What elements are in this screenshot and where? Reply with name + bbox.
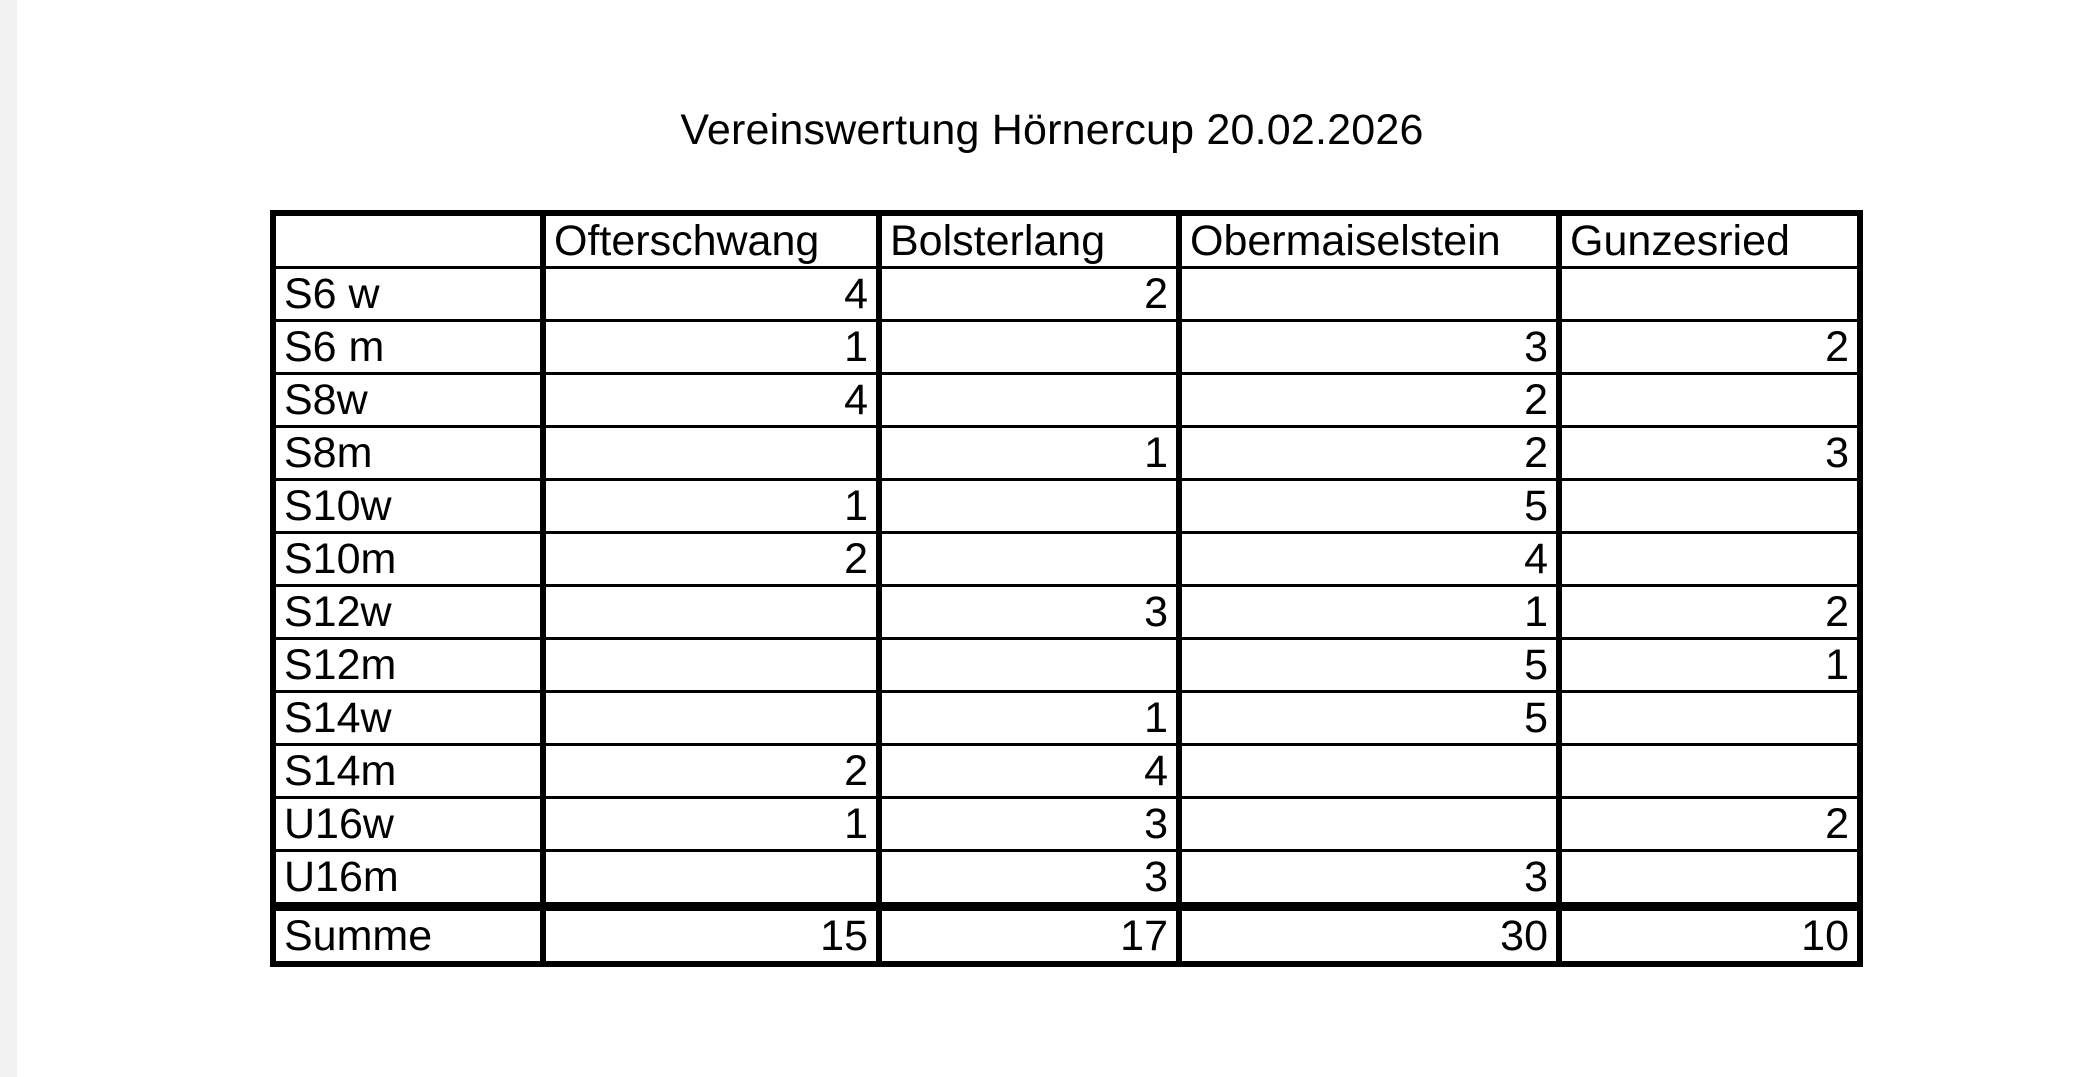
- row-label-cell: S12m: [273, 639, 543, 692]
- table-row: [273, 427, 1860, 480]
- table-row: [273, 745, 1860, 798]
- total-cell: 17: [879, 907, 1179, 965]
- score-cell: [879, 639, 1179, 692]
- score-cell: [1559, 268, 1860, 321]
- score-cell: 3: [1179, 851, 1559, 907]
- score-cell: 1: [543, 321, 879, 374]
- score-cell: 2: [1179, 374, 1559, 427]
- row-label-cell: S10m: [273, 533, 543, 586]
- score-cell: 5: [1179, 639, 1559, 692]
- score-cell: 4: [543, 374, 879, 427]
- score-cell: 1: [879, 427, 1179, 480]
- score-cell: [879, 374, 1179, 427]
- score-cell: [1559, 851, 1860, 907]
- score-cell: 1: [1559, 639, 1860, 692]
- table-row: [273, 692, 1860, 745]
- score-cell: 2: [1559, 798, 1860, 851]
- column-header-obermaiselstein: Obermaiselstein: [1179, 213, 1559, 268]
- score-cell: 1: [879, 692, 1179, 745]
- club-ranking-table: [270, 210, 1863, 967]
- score-cell: [543, 692, 879, 745]
- row-label-cell: S10w: [273, 480, 543, 533]
- score-cell: 1: [543, 480, 879, 533]
- column-header-bolsterlang: Bolsterlang: [879, 213, 1179, 268]
- score-cell: [1179, 268, 1559, 321]
- document-title: Vereinswertung Hörnercup 20.02.2026: [680, 106, 1424, 154]
- score-cell: 4: [879, 745, 1179, 798]
- score-cell: [879, 533, 1179, 586]
- table-row: [273, 480, 1860, 533]
- score-cell: 3: [1179, 321, 1559, 374]
- row-label-cell: U16m: [273, 851, 543, 907]
- score-cell: 2: [1559, 586, 1860, 639]
- score-cell: [1559, 692, 1860, 745]
- table-row: [273, 533, 1860, 586]
- table-row: [273, 321, 1860, 374]
- table-header-row: [273, 213, 1860, 268]
- score-cell: 3: [879, 586, 1179, 639]
- score-cell: 1: [1179, 586, 1559, 639]
- score-cell: [1559, 533, 1860, 586]
- score-cell: 5: [1179, 480, 1559, 533]
- total-row: [273, 907, 1860, 965]
- row-label-cell: U16w: [273, 798, 543, 851]
- row-label-cell: S12w: [273, 586, 543, 639]
- score-cell: 4: [1179, 533, 1559, 586]
- table-row: [273, 586, 1860, 639]
- table-row: [273, 639, 1860, 692]
- score-cell: 3: [879, 798, 1179, 851]
- table-row: [273, 374, 1860, 427]
- score-cell: [1179, 745, 1559, 798]
- total-cell: 10: [1559, 907, 1860, 965]
- score-cell: 1: [543, 798, 879, 851]
- score-cell: 2: [879, 268, 1179, 321]
- total-label-cell: Summe: [273, 907, 543, 965]
- row-label-cell: S8w: [273, 374, 543, 427]
- column-header-gunzesried: Gunzesried: [1559, 213, 1860, 268]
- row-label-cell: S14w: [273, 692, 543, 745]
- column-header-ofterschwang: Ofterschwang: [543, 213, 879, 268]
- score-cell: 3: [879, 851, 1179, 907]
- score-cell: 5: [1179, 692, 1559, 745]
- score-cell: 2: [543, 533, 879, 586]
- row-label-cell: S6 m: [273, 321, 543, 374]
- table-row: [273, 268, 1860, 321]
- row-label-cell: S8m: [273, 427, 543, 480]
- score-cell: [543, 851, 879, 907]
- score-cell: [879, 321, 1179, 374]
- total-cell: 30: [1179, 907, 1559, 965]
- score-cell: [1559, 745, 1860, 798]
- score-cell: [1559, 480, 1860, 533]
- score-cell: 3: [1559, 427, 1860, 480]
- header-corner-cell: [273, 213, 543, 268]
- document-page: [17, 0, 2100, 1077]
- total-cell: 15: [543, 907, 879, 965]
- score-cell: [543, 427, 879, 480]
- row-label-cell: S14m: [273, 745, 543, 798]
- table-row: [273, 798, 1860, 851]
- score-cell: 2: [1179, 427, 1559, 480]
- row-label-cell: S6 w: [273, 268, 543, 321]
- score-cell: [543, 586, 879, 639]
- score-cell: [879, 480, 1179, 533]
- score-cell: 4: [543, 268, 879, 321]
- score-cell: [1179, 798, 1559, 851]
- score-cell: 2: [1559, 321, 1860, 374]
- score-cell: 2: [543, 745, 879, 798]
- score-cell: [1559, 374, 1860, 427]
- score-cell: [543, 639, 879, 692]
- table-row: [273, 851, 1860, 907]
